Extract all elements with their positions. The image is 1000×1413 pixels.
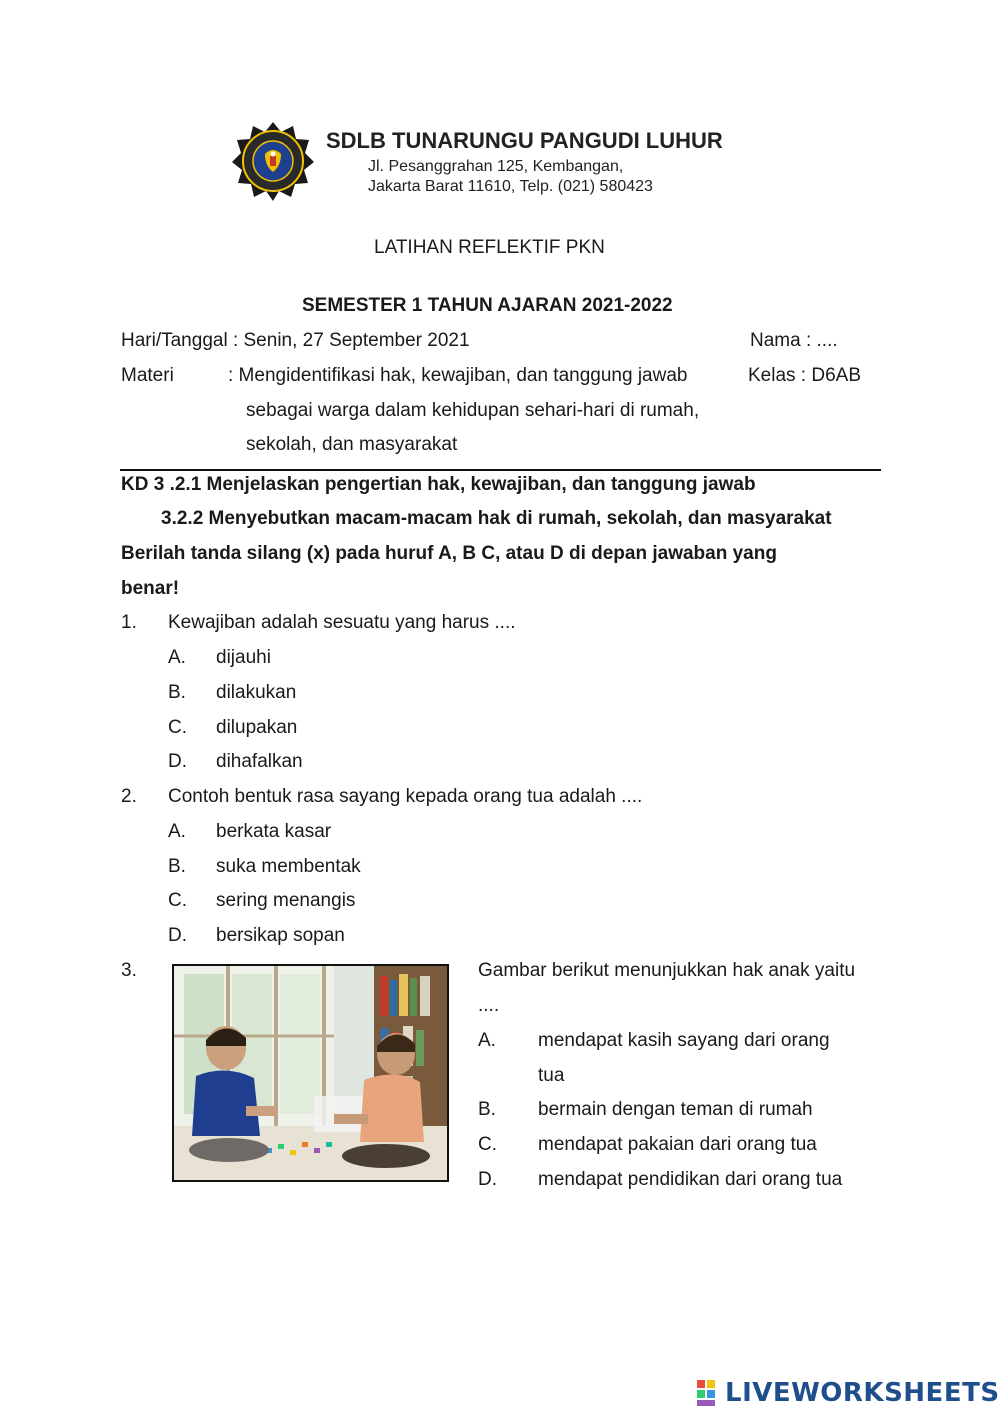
option-text[interactable]: mendapat pendidikan dari orang tua: [538, 1169, 843, 1190]
kd-line-1: KD 3 .2.1 Menjelaskan pengertian hak, kewajiban, dan tanggung jawab: [121, 474, 756, 495]
option-letter[interactable]: A.: [168, 647, 186, 668]
option-letter[interactable]: D.: [478, 1169, 497, 1190]
watermark-text: LIVEWORKSHEETS: [725, 1378, 1000, 1408]
option-letter[interactable]: B.: [168, 856, 186, 877]
option-text[interactable]: dijauhi: [216, 647, 271, 668]
option-letter[interactable]: A.: [478, 1030, 496, 1051]
option-text[interactable]: mendapat kasih sayang dari orang: [538, 1030, 830, 1051]
worksheet-subtitle: SEMESTER 1 TAHUN AJARAN 2021-2022: [302, 295, 673, 316]
option-text-continued[interactable]: tua: [538, 1065, 565, 1086]
option-text[interactable]: suka membentak: [216, 856, 361, 877]
materi-line-3: sekolah, dan masyarakat: [246, 434, 458, 455]
option-text[interactable]: dihafalkan: [216, 751, 303, 772]
liveworksheets-logo-icon: [697, 1380, 725, 1406]
question-text: Contoh bentuk rasa sayang kepada orang tua adalah ....: [168, 786, 643, 807]
option-text[interactable]: bersikap sopan: [216, 925, 345, 946]
school-seal-icon: [232, 120, 314, 202]
instruction-line-2: benar!: [121, 578, 180, 599]
question-text-line-2: ....: [478, 995, 500, 1016]
question-number: 2.: [121, 786, 137, 807]
option-text[interactable]: berkata kasar: [216, 821, 332, 842]
instruction-line-1: Berilah tanda silang (x) pada huruf A, B C, atau D di depan jawaban yang: [121, 543, 777, 564]
option-letter[interactable]: B.: [478, 1099, 496, 1120]
option-letter[interactable]: C.: [478, 1134, 497, 1155]
question-text: Kewajiban adalah sesuatu yang harus ....: [168, 612, 516, 633]
materi-line-1: : Mengidentifikasi hak, kewajiban, dan tanggung jawab: [228, 365, 688, 386]
school-logo: [232, 120, 314, 202]
option-letter[interactable]: A.: [168, 821, 186, 842]
question-text-line-1: Gambar berikut menunjukkan hak anak yaitu: [478, 960, 856, 981]
liveworksheets-watermark[interactable]: [697, 1378, 1000, 1408]
name-field: Nama : ....: [750, 330, 838, 351]
header-divider: [120, 469, 881, 471]
option-letter[interactable]: B.: [168, 682, 186, 703]
option-letter[interactable]: C.: [168, 890, 187, 911]
materi-label: Materi: [121, 365, 174, 386]
option-text[interactable]: dilupakan: [216, 717, 298, 738]
school-name: SDLB TUNARUNGU PANGUDI LUHUR: [326, 128, 723, 153]
option-text[interactable]: mendapat pakaian dari orang tua: [538, 1134, 817, 1155]
children-playing-photo: [172, 964, 449, 1182]
option-letter[interactable]: D.: [168, 925, 187, 946]
kd-line-2: 3.2.2 Menyebutkan macam-macam hak di rumah, sekolah, dan masyarakat: [161, 508, 832, 529]
question-number: 1.: [121, 612, 137, 633]
question-number: 3.: [121, 960, 137, 981]
option-text[interactable]: dilakukan: [216, 682, 297, 703]
date-info: Hari/Tanggal : Senin, 27 September 2021: [121, 330, 470, 351]
option-letter[interactable]: C.: [168, 717, 187, 738]
option-text[interactable]: sering menangis: [216, 890, 356, 911]
option-text[interactable]: bermain dengan teman di rumah: [538, 1099, 813, 1120]
school-address-line-2: Jakarta Barat 11610, Telp. (021) 580423: [368, 178, 653, 195]
class-info: Kelas : D6AB: [748, 365, 861, 386]
school-address-line-1: Jl. Pesanggrahan 125, Kembangan,: [368, 158, 624, 175]
materi-line-2: sebagai warga dalam kehidupan sehari-hari di rumah,: [246, 400, 700, 421]
worksheet-title: LATIHAN REFLEKTIF PKN: [374, 237, 605, 258]
option-letter[interactable]: D.: [168, 751, 187, 772]
children-playing-illustration: [174, 966, 447, 1180]
